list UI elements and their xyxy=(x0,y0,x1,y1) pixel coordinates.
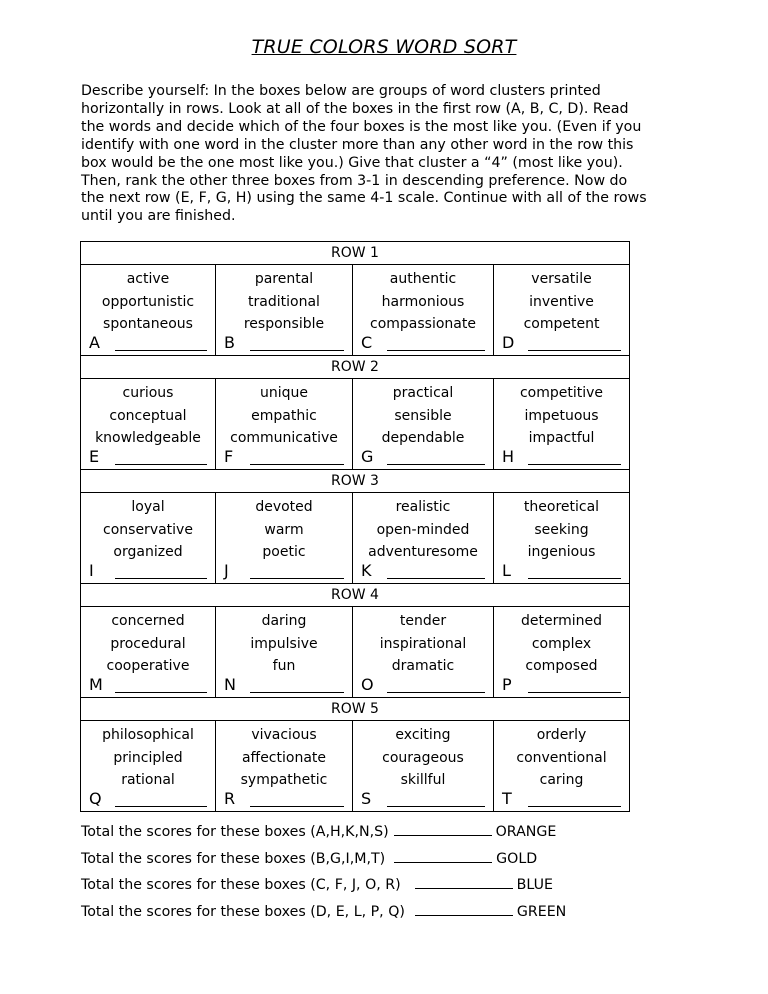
row-header: ROW 4 xyxy=(81,584,630,607)
word-list xyxy=(494,265,629,336)
word: conceptual xyxy=(109,407,187,424)
total-label: Total the scores for these boxes (A,H,K,N,S) xyxy=(81,824,389,840)
box-letter: D xyxy=(502,333,515,352)
box-letter: I xyxy=(89,561,94,580)
word: active xyxy=(126,271,170,287)
score-blank[interactable] xyxy=(415,903,513,916)
instructions-line: the next row (E, F, G, H) using the same 4-1 scale. Continue with all of the rows xyxy=(81,190,647,207)
word: impetuous xyxy=(524,407,599,424)
total-label: Total the scores for these boxes (D, E, L, P, Q) xyxy=(81,904,405,921)
word: dramatic xyxy=(391,658,455,675)
word-list xyxy=(216,493,352,564)
word: traditional xyxy=(248,293,320,310)
box-letter: H xyxy=(502,447,515,466)
word-list xyxy=(81,493,215,564)
word: realistic xyxy=(395,499,451,515)
score-blank[interactable] xyxy=(250,350,344,351)
word-list xyxy=(81,721,215,792)
totals-section xyxy=(81,822,566,929)
total-label: Total the scores for these boxes (B,G,I,M,T) xyxy=(81,850,386,867)
box-letter: P xyxy=(502,675,512,694)
word: empathic xyxy=(251,407,317,424)
word: cooperative xyxy=(106,658,190,675)
box-score-entry xyxy=(361,675,485,695)
score-blank[interactable] xyxy=(394,850,492,863)
word: affectionate xyxy=(241,749,327,766)
score-blank[interactable] xyxy=(115,806,207,807)
instructions-line: until you are finished. xyxy=(81,208,236,225)
instructions-line: the words and decide which of the four boxes is the most like you. (Even if you xyxy=(81,118,642,135)
instructions-line: horizontally in rows. Look at all of the boxes in the first row (A, B, C, D). Read xyxy=(81,100,629,117)
word: compassionate xyxy=(370,316,476,333)
color-name: GOLD xyxy=(496,850,538,867)
word: philosophical xyxy=(102,727,194,743)
word: fun xyxy=(272,658,296,675)
page-title: TRUE COLORS WORD SORT xyxy=(251,36,517,58)
word: daring xyxy=(261,613,307,629)
word-list xyxy=(216,379,352,450)
box-letter: Q xyxy=(89,789,102,808)
total-line-blue xyxy=(81,875,566,902)
box-score-entry xyxy=(89,789,207,809)
box-letter: L xyxy=(502,561,511,580)
word-cluster-box xyxy=(216,721,353,812)
score-blank[interactable] xyxy=(528,464,621,465)
score-blank[interactable] xyxy=(115,350,207,351)
score-blank[interactable] xyxy=(528,578,621,579)
word: seeking xyxy=(534,521,589,538)
box-score-entry xyxy=(89,333,207,353)
word: principled xyxy=(113,749,183,766)
word-cluster-box xyxy=(216,493,353,584)
word: courageous xyxy=(382,749,464,766)
word: orderly xyxy=(536,727,587,743)
word: conventional xyxy=(516,749,607,766)
word: impactful xyxy=(528,430,595,447)
score-blank[interactable] xyxy=(528,350,621,351)
box-score-entry xyxy=(502,789,621,809)
score-blank[interactable] xyxy=(387,464,485,465)
row-header: ROW 2 xyxy=(81,356,630,379)
box-letter: B xyxy=(224,333,235,352)
score-blank[interactable] xyxy=(115,692,207,693)
word-list xyxy=(353,493,493,564)
word-list xyxy=(494,493,629,564)
word: authentic xyxy=(389,271,457,287)
box-letter: J xyxy=(224,561,229,580)
word: organized xyxy=(113,544,183,561)
total-line-orange xyxy=(81,822,566,849)
word: concerned xyxy=(111,613,185,629)
row-header: ROW 3 xyxy=(81,470,630,493)
word: procedural xyxy=(110,635,186,652)
box-score-entry xyxy=(224,447,344,467)
word-list xyxy=(353,379,493,450)
score-blank[interactable] xyxy=(387,350,485,351)
box-score-entry xyxy=(89,561,207,581)
box-letter: E xyxy=(89,447,100,466)
box-letter: F xyxy=(224,447,234,466)
word: ingenious xyxy=(527,544,596,561)
word-cluster-box xyxy=(216,265,353,356)
word: versatile xyxy=(531,271,592,287)
box-letter: T xyxy=(502,789,512,808)
box-score-entry xyxy=(224,333,344,353)
word: knowledgeable xyxy=(95,430,201,447)
word-cluster-box xyxy=(353,379,494,470)
word-cluster-box xyxy=(216,379,353,470)
row-header: ROW 1 xyxy=(81,242,630,265)
word: caring xyxy=(539,772,584,789)
box-letter: S xyxy=(361,789,372,808)
word: harmonious xyxy=(381,293,465,310)
box-score-entry xyxy=(224,561,344,581)
score-blank[interactable] xyxy=(115,464,207,465)
box-score-entry xyxy=(361,333,485,353)
word-list xyxy=(216,265,352,336)
instructions-line: box would be the one most like you.) Give that cluster a “4” (most like you). xyxy=(81,154,623,171)
score-blank[interactable] xyxy=(528,692,621,693)
word: tender xyxy=(399,613,447,629)
word-cluster-box xyxy=(494,379,630,470)
box-score-entry xyxy=(361,447,485,467)
word: inspirational xyxy=(379,635,467,652)
word: competent xyxy=(523,316,600,333)
word-cluster-box xyxy=(494,721,630,812)
word-list xyxy=(81,607,215,678)
score-blank[interactable] xyxy=(115,578,207,579)
word: spontaneous xyxy=(103,316,193,333)
word-list xyxy=(494,607,629,678)
color-name: ORANGE xyxy=(495,824,557,840)
word-list xyxy=(216,607,352,678)
word-list xyxy=(216,721,352,792)
word-sort-table xyxy=(80,241,630,812)
word: inventive xyxy=(529,293,594,310)
word: devoted xyxy=(255,499,313,515)
word: theoretical xyxy=(523,499,600,515)
word-cluster-box xyxy=(353,265,494,356)
box-letter: M xyxy=(89,675,103,694)
instructions-line: identify with one word in the cluster more than any other word in the row this xyxy=(81,136,634,153)
word: opportunistic xyxy=(101,293,195,310)
box-letter: A xyxy=(89,333,100,352)
score-blank[interactable] xyxy=(250,806,344,807)
score-blank[interactable] xyxy=(250,692,344,693)
word-cluster-box xyxy=(494,493,630,584)
box-score-entry xyxy=(224,675,344,695)
word: sympathetic xyxy=(240,772,328,789)
word-list xyxy=(353,607,493,678)
word-cluster-box xyxy=(216,607,353,698)
score-blank[interactable] xyxy=(387,806,485,807)
word: impulsive xyxy=(250,635,318,652)
instructions xyxy=(81,83,693,226)
box-score-entry xyxy=(89,447,207,467)
word: practical xyxy=(392,385,454,401)
word-cluster-box xyxy=(81,607,216,698)
box-letter: G xyxy=(361,447,374,466)
total-line-gold xyxy=(81,849,566,876)
word-cluster-box xyxy=(353,721,494,812)
score-blank[interactable] xyxy=(387,692,485,693)
instructions-line: Describe yourself: In the boxes below are groups of word clusters printed xyxy=(81,83,601,99)
total-line-green xyxy=(81,902,566,929)
row-header: ROW 5 xyxy=(81,698,630,721)
word: curious xyxy=(122,385,174,401)
word-cluster-box xyxy=(353,607,494,698)
word-cluster-box xyxy=(81,379,216,470)
word: open-minded xyxy=(376,521,470,538)
word-cluster-box xyxy=(81,493,216,584)
word-list xyxy=(81,379,215,450)
word: responsible xyxy=(243,316,325,333)
word: determined xyxy=(520,613,602,629)
box-score-entry xyxy=(89,675,207,695)
word: skillful xyxy=(400,772,446,789)
word: dependable xyxy=(381,430,465,447)
box-score-entry xyxy=(361,561,485,581)
box-score-entry xyxy=(224,789,344,809)
word-list xyxy=(353,265,493,336)
word: adventuresome xyxy=(368,544,478,561)
word: communicative xyxy=(230,430,338,447)
box-letter: N xyxy=(224,675,236,694)
color-name: BLUE xyxy=(516,877,553,894)
total-label: Total the scores for these boxes (C, F, J, O, R) xyxy=(81,877,401,894)
word: parental xyxy=(254,271,314,287)
box-score-entry xyxy=(502,447,621,467)
word: warm xyxy=(264,521,304,538)
score-blank[interactable] xyxy=(250,578,344,579)
score-blank[interactable] xyxy=(394,823,492,836)
word-list xyxy=(494,379,629,450)
instructions-line: Then, rank the other three boxes from 3-1 in descending preference. Now do xyxy=(81,172,628,189)
box-letter: O xyxy=(361,675,374,694)
word-cluster-box xyxy=(81,721,216,812)
word-cluster-box xyxy=(494,265,630,356)
word: vivacious xyxy=(251,727,317,743)
word-cluster-box xyxy=(494,607,630,698)
word: conservative xyxy=(103,521,193,538)
word: composed xyxy=(525,658,598,675)
word: loyal xyxy=(131,499,165,515)
box-score-entry xyxy=(502,675,621,695)
box-letter: K xyxy=(361,561,372,580)
word-list xyxy=(494,721,629,792)
box-score-entry xyxy=(502,561,621,581)
color-name: GREEN xyxy=(516,904,567,921)
box-letter: R xyxy=(224,789,236,808)
word-list xyxy=(81,265,215,336)
score-blank[interactable] xyxy=(250,464,344,465)
score-blank[interactable] xyxy=(528,806,621,807)
box-letter: C xyxy=(361,333,373,352)
word: sensible xyxy=(394,407,452,424)
word: competitive xyxy=(519,385,604,401)
word: unique xyxy=(259,385,308,401)
score-blank[interactable] xyxy=(387,578,485,579)
word: complex xyxy=(531,635,592,652)
word-cluster-box xyxy=(353,493,494,584)
score-blank[interactable] xyxy=(415,876,513,889)
word-list xyxy=(353,721,493,792)
box-score-entry xyxy=(361,789,485,809)
word: exciting xyxy=(395,727,451,743)
box-score-entry xyxy=(502,333,621,353)
word-cluster-box xyxy=(81,265,216,356)
word: poetic xyxy=(262,544,306,561)
word: rational xyxy=(121,772,175,789)
